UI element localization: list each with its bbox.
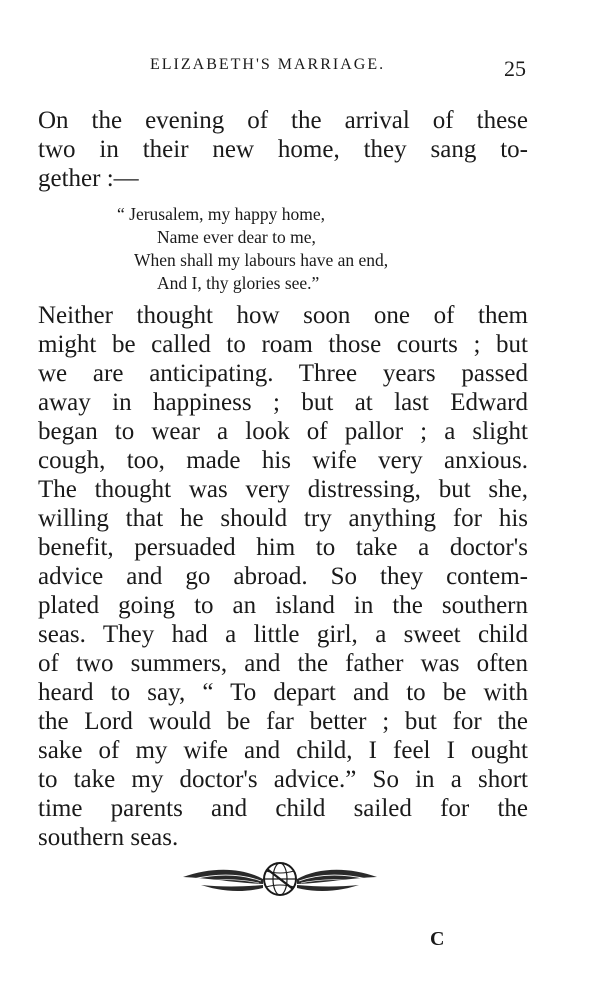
text-line: sake of my wife and child, I feel I ought [38,737,528,764]
text-line: The thought was very distressing, but she, [38,476,528,503]
running-title: ELIZABETH'S MARRIAGE. [150,56,386,73]
text-line: advice and go abroad. So they contem- [38,563,528,590]
verse-line: And I, thy glories see.” [157,273,320,293]
signature-mark: C [430,928,445,950]
verse-line: “ Jerusalem, my happy home, [117,204,326,224]
text-line: plated going to an island in the southern [38,592,528,619]
main-paragraph [38,301,528,852]
intro-paragraph [38,106,528,193]
text-line: we are anticipating. Three years passed [38,360,528,387]
text-line: two in their new home, they sang to- [38,136,528,163]
text-line: to take my doctor's advice.” So in a short [38,766,528,793]
text-line: began to wear a look of pallor ; a slight [38,418,528,445]
verse-line: When shall my labours have an end, [134,250,389,270]
text-line: time parents and child sailed for the [38,795,528,822]
verse-line: Name ever dear to me, [157,227,316,247]
text-line: willing that he should try anything for his [38,505,528,532]
text-line: of two summers, and the father was often [38,650,528,677]
text-line: the Lord would be far better ; but for the [38,708,528,735]
page-number: 25 [504,56,526,81]
text-line: On the evening of the arrival of these [38,107,528,134]
hymn-verse [117,203,477,295]
winged-globe-ornament-icon [181,857,379,897]
text-line: away in happiness ; but at last Edward [38,389,528,416]
text-line: gether :— [38,165,139,192]
text-line: seas. They had a little girl, a sweet child [38,621,528,648]
text-line: cough, too, made his wife very anxious. [38,447,528,474]
text-line: might be called to roam those courts ; but [38,331,528,358]
text-line: benefit, persuaded him to take a doctor's [38,534,528,561]
text-line: southern seas. [38,824,179,851]
text-line: Neither thought how soon one of them [38,302,528,329]
text-line: heard to say, “ To depart and to be with [38,679,528,706]
